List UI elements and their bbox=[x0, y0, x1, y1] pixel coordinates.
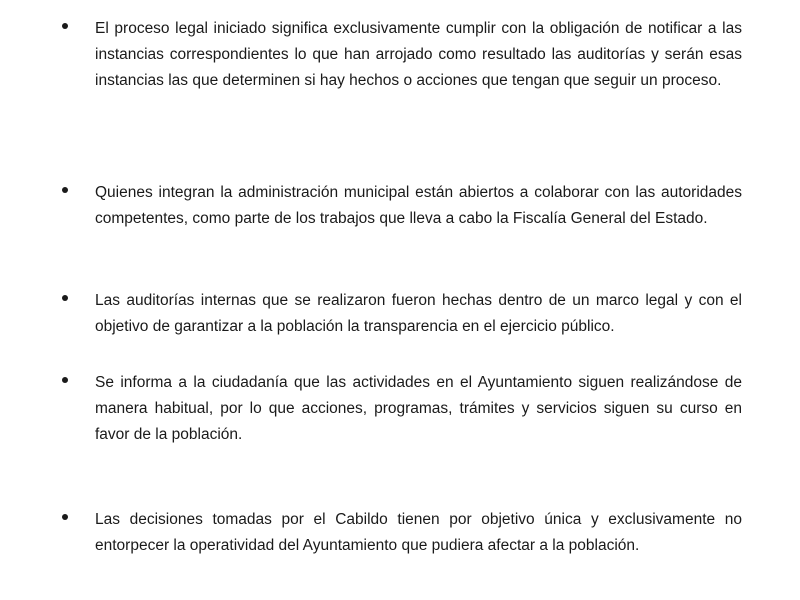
bullet-dot-icon bbox=[62, 295, 68, 301]
bullet-text: Las decisiones tomadas por el Cabildo tienen por objetivo única y exclusivamente no entorpecer la operatividad del Ayuntamiento que pudiera afectar a la población. bbox=[95, 511, 742, 554]
bullet-text: Las auditorías internas que se realizaron fueron hechas dentro de un marco legal y con el objetivo de garantizar a la población la transparencia en el ejercicio público. bbox=[95, 292, 742, 335]
bullet-dot-icon bbox=[62, 187, 68, 193]
bullet-text: Se informa a la ciudadanía que las actividades en el Ayuntamiento siguen realizándose de manera habitual, por lo que acciones, programas, trámites y servicios siguen su curso en favor de la población. bbox=[95, 374, 742, 443]
bullet-dot-icon bbox=[62, 514, 68, 520]
bullet-dot-icon bbox=[62, 23, 68, 29]
bullet-dot-icon bbox=[62, 377, 68, 383]
bullet-text: El proceso legal iniciado significa exclusivamente cumplir con la obligación de notificar a las instancias correspondientes lo que han arrojado como resultado las auditorías y serán esas instancias las que determinen si hay hechos o acciones que tengan que seguir un proceso. bbox=[95, 20, 742, 89]
bullet-text: Quienes integran la administración municipal están abiertos a colaborar con las autoridades competentes, como parte de los trabajos que lleva a cabo la Fiscalía General del Estado. bbox=[95, 184, 742, 227]
